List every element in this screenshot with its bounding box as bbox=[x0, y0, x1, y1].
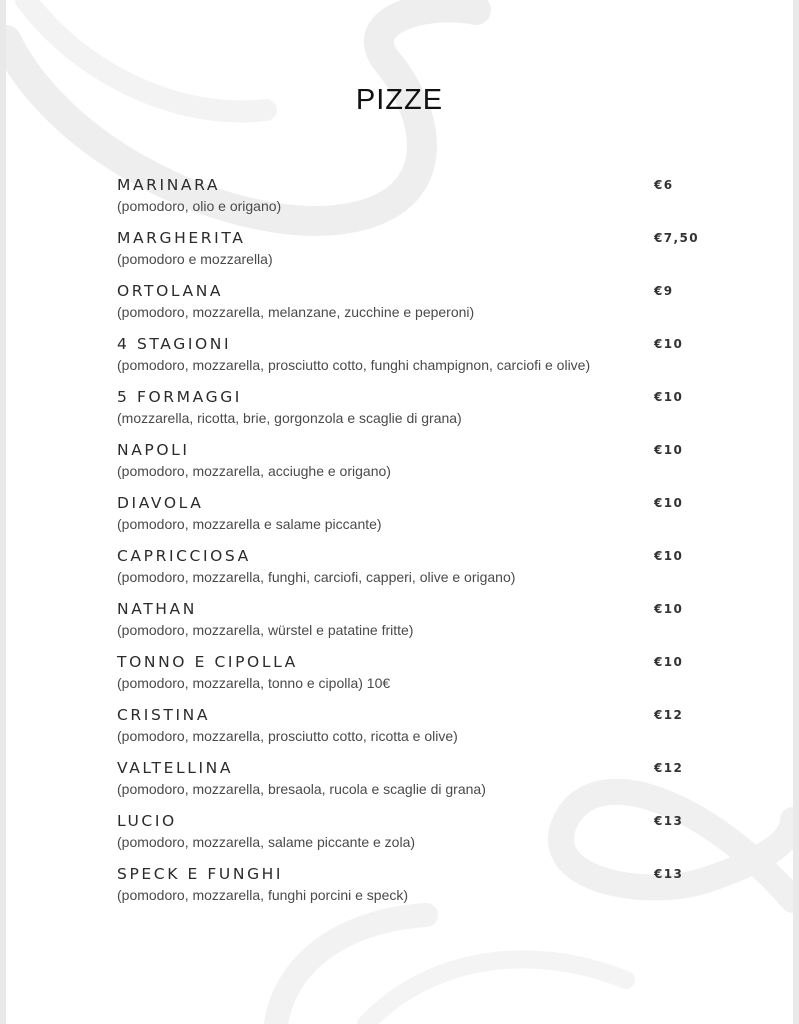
menu-item bbox=[117, 335, 707, 388]
menu-item bbox=[117, 812, 707, 865]
menu-item bbox=[117, 653, 707, 706]
menu-item bbox=[117, 494, 707, 547]
pizza-name: 5 FORMAGGI bbox=[117, 388, 242, 406]
menu-item bbox=[117, 388, 707, 441]
pizza-price: €6 bbox=[654, 178, 674, 192]
pizza-ingredients: (pomodoro, mozzarella, würstel e patatine fritte) bbox=[117, 622, 414, 638]
pizza-ingredients: (pomodoro e mozzarella) bbox=[117, 251, 273, 267]
pizza-ingredients: (mozzarella, ricotta, brie, gorgonzola e scaglie di grana) bbox=[117, 410, 462, 426]
pizza-name: MARGHERITA bbox=[117, 229, 246, 247]
pizza-price: €13 bbox=[654, 867, 684, 881]
pizza-name: TONNO E CIPOLLA bbox=[117, 653, 298, 671]
pizza-price: €12 bbox=[654, 761, 684, 775]
menu-item bbox=[117, 282, 707, 335]
menu-item bbox=[117, 441, 707, 494]
menu-title: PIZZE bbox=[355, 84, 444, 116]
menu-item bbox=[117, 547, 707, 600]
pizza-ingredients: (pomodoro, mozzarella, funghi, carciofi, capperi, olive e origano) bbox=[117, 569, 516, 585]
menu-item bbox=[117, 865, 707, 918]
pizza-ingredients: (pomodoro, mozzarella, acciughe e origano) bbox=[117, 463, 391, 479]
menu-item bbox=[117, 706, 707, 759]
pizza-name: NAPOLI bbox=[117, 441, 190, 459]
pizza-name: 4 STAGIONI bbox=[117, 335, 232, 353]
pizza-price: €10 bbox=[654, 549, 684, 563]
pizza-name: CRISTINA bbox=[117, 706, 211, 724]
pizza-ingredients: (pomodoro, mozzarella, funghi porcini e speck) bbox=[117, 887, 409, 903]
pizza-price: €10 bbox=[654, 496, 684, 510]
pizza-price: €13 bbox=[654, 814, 684, 828]
pizza-price: €12 bbox=[654, 708, 684, 722]
pizza-name: ORTOLANA bbox=[117, 282, 224, 300]
pizza-ingredients: (pomodoro, mozzarella, melanzane, zucchine e peperoni) bbox=[117, 304, 475, 320]
pizza-price: €10 bbox=[654, 655, 684, 669]
pizza-ingredients: (pomodoro, mozzarella, prosciutto cotto, ricotta e olive) bbox=[117, 728, 458, 744]
menu-item bbox=[117, 600, 707, 653]
menu-item bbox=[117, 759, 707, 812]
menu-item bbox=[117, 176, 707, 229]
pizza-ingredients: (pomodoro, mozzarella, prosciutto cotto, funghi champignon, carciofi e olive) bbox=[117, 357, 591, 373]
pizza-price: €10 bbox=[654, 390, 684, 404]
pizza-ingredients: (pomodoro, olio e origano) bbox=[117, 198, 282, 214]
pizza-name: CAPRICCIOSA bbox=[117, 547, 251, 565]
pizza-price: €9 bbox=[654, 284, 674, 298]
pizza-name: LUCIO bbox=[117, 812, 177, 830]
pizza-ingredients: (pomodoro, mozzarella, tonno e cipolla) 10€ bbox=[117, 675, 391, 691]
pizza-ingredients: (pomodoro, mozzarella, salame piccante e zola) bbox=[117, 834, 416, 850]
menu-page bbox=[6, 0, 793, 1024]
pizza-list bbox=[117, 176, 707, 918]
pizza-ingredients: (pomodoro, mozzarella, bresaola, rucola e scaglie di grana) bbox=[117, 781, 486, 797]
pizza-name: MARINARA bbox=[117, 176, 221, 194]
pizza-price: €10 bbox=[654, 443, 684, 457]
pizza-name: VALTELLINA bbox=[117, 759, 234, 777]
pizza-name: DIAVOLA bbox=[117, 494, 204, 512]
pizza-price: €10 bbox=[654, 337, 684, 351]
pizza-name: NATHAN bbox=[117, 600, 197, 618]
pizza-price: €7,50 bbox=[654, 231, 699, 245]
menu-item bbox=[117, 229, 707, 282]
pizza-price: €10 bbox=[654, 602, 684, 616]
pizza-ingredients: (pomodoro, mozzarella e salame piccante) bbox=[117, 516, 382, 532]
pizza-name: SPECK E FUNGHI bbox=[117, 865, 284, 883]
